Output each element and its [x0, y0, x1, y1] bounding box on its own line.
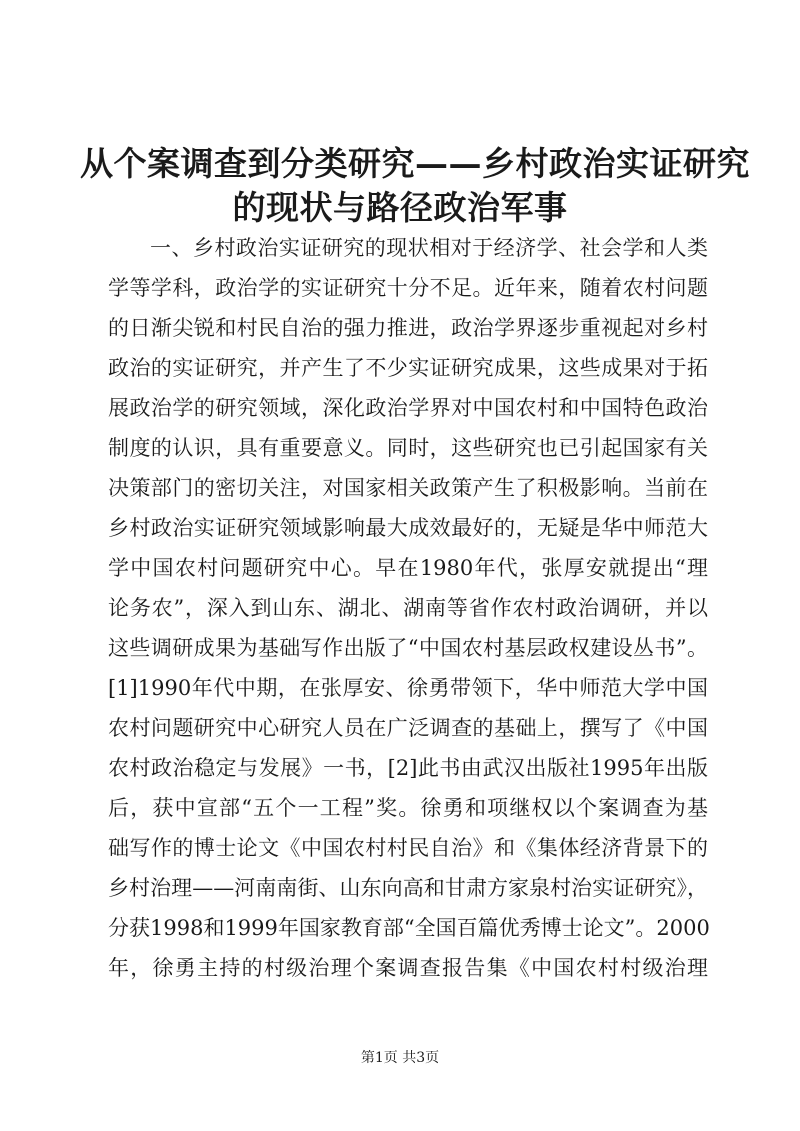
body-line-4: 政治的实证研究，并产生了不少实证研究成果，这些成果对于拓: [108, 356, 708, 380]
body-line-11: 这些调研成果为基础写作出版了“中国农村基层政权建设丛书”。: [108, 636, 708, 660]
body-line-5: 展政治学的研究领域，深化政治学界对中国农村和中国特色政治: [108, 396, 708, 420]
body-line-1: 一、乡村政治实证研究的现状相对于经济学、社会学和人类: [150, 236, 708, 260]
body-line-10: 论务农”，深入到山东、湖北、湖南等省作农村政治调研，并以: [108, 596, 708, 620]
body-line-16: 础写作的博士论文《中国农村村民自治》和《集体经济背景下的: [108, 836, 708, 860]
body-line-3: 的日渐尖锐和村民自治的强力推进，政治学界逐步重视起对乡村: [108, 316, 708, 340]
body-line-8: 乡村政治实证研究领域影响最大成效最好的，无疑是华中师范大: [108, 516, 708, 540]
title-line-1: 从个案调查到分类研究——乡村政治实证研究: [80, 144, 750, 183]
body-line-2: 学等学科，政治学的实证研究十分不足。近年来，随着农村问题: [108, 276, 708, 300]
body-line-18: 分获1998和1999年国家教育部“全国百篇优秀博士论文”。2000: [108, 916, 710, 940]
body-line-13: 农村问题研究中心研究人员在广泛调查的基础上，撰写了《中国: [108, 716, 708, 740]
body-line-19: 年，徐勇主持的村级治理个案调查报告集《中国农村村级治理: [108, 956, 708, 980]
document-body: [108, 228, 708, 988]
body-line-6: 制度的认识，具有重要意义。同时，这些研究也已引起国家有关: [108, 436, 708, 460]
body-line-7: 决策部门的密切关注，对国家相关政策产生了积极影响。当前在: [108, 476, 708, 500]
body-line-9: 学中国农村问题研究中心。早在1980年代，张厚安就提出“理: [108, 556, 708, 580]
body-line-12: [1]1990年代中期，在张厚安、徐勇带领下，华中师范大学中国: [108, 676, 708, 700]
body-line-17: 乡村治理——河南南街、山东向高和甘肃方家泉村治实证研究》，: [108, 876, 708, 900]
body-line-14: 农村政治稳定与发展》一书，[2]此书由武汉出版社1995年出版: [108, 756, 708, 780]
document-title: [80, 142, 750, 230]
body-line-15: 后，获中宣部“五个一工程”奖。徐勇和项继权以个案调查为基: [108, 796, 708, 820]
page-footer: 第1页 共3页: [360, 1050, 440, 1066]
title-line-2: 的现状与路径政治军事: [232, 188, 568, 227]
